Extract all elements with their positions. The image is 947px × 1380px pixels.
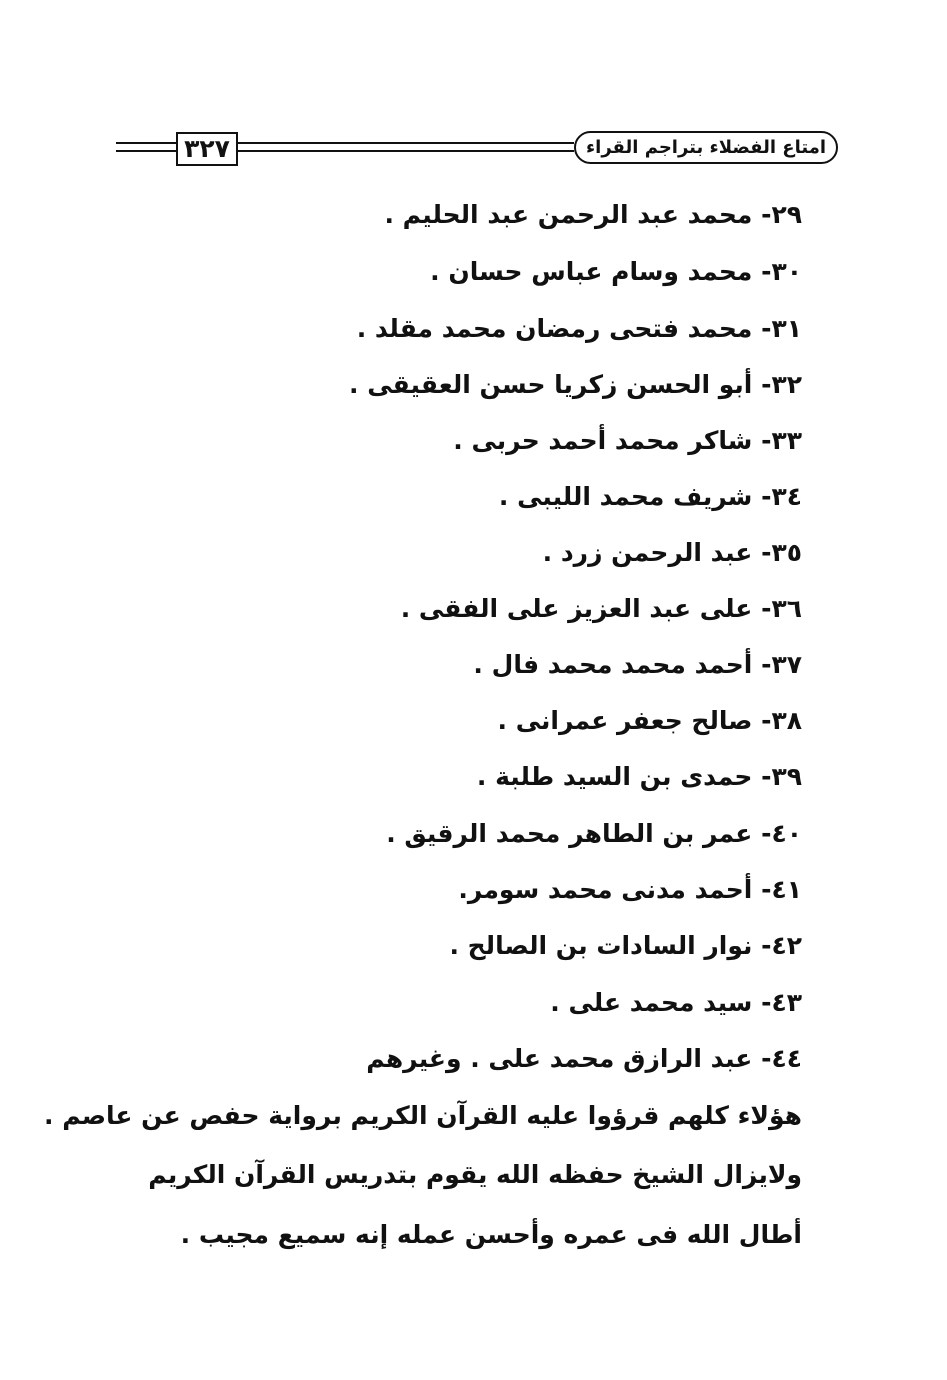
list-item: ٣٣- شاكر محمد أحمد حربى . [453, 421, 802, 461]
item-number: ٢٩ [771, 200, 802, 229]
item-number: ٣٣ [771, 426, 802, 455]
item-number: ٤١ [771, 875, 802, 904]
list-item: ٣١- محمد فتحى رمضان محمد مقلد . [357, 309, 802, 349]
list-item: ٣٨- صالح جعفر عمرانى . [498, 701, 803, 741]
page-number: ٣٢٧ [176, 132, 238, 166]
item-number: ٤٤ [771, 1044, 802, 1073]
list-item: ٣٥- عبد الرحمن زرد . [543, 533, 802, 573]
item-text: عبد الرازق محمد على . وغيرهم [366, 1044, 753, 1073]
item-text: أحمد مدنى محمد سومر. [458, 875, 753, 904]
list-item: ٤٤- عبد الرازق محمد على . وغيرهم [366, 1039, 802, 1079]
list-item: ٤١- أحمد مدنى محمد سومر. [458, 870, 802, 910]
list-item: ٤٣- سيد محمد على . [550, 983, 802, 1023]
list-item: ٣٠- محمد وسام عباس حسان . [430, 252, 802, 292]
item-number: ٤٣ [771, 988, 802, 1017]
item-text: أبو الحسن زكريا حسن العقيقى . [349, 370, 753, 399]
item-number: ٣٠ [771, 257, 802, 286]
item-text: حمدى بن السيد طلبة . [476, 762, 753, 791]
book-title: امتاع الفضلاء بتراجم القراء [574, 131, 838, 164]
closing-line: هؤلاء كلهم قرؤوا عليه القرآن الكريم برواية حفص عن عاصم . [44, 1101, 802, 1130]
list-item: ٤٠- عمر بن الطاهر محمد الرقيق . [386, 814, 802, 854]
item-text: محمد وسام عباس حسان . [430, 257, 753, 286]
item-number: ٣٥ [771, 538, 802, 567]
item-text: نوار السادات بن الصالح . [449, 931, 753, 960]
item-number: ٣٢ [771, 370, 802, 399]
item-text: صالح جعفر عمرانى . [497, 706, 753, 735]
list-item: ٣٩- حمدى بن السيد طلبة . [477, 757, 802, 797]
item-number: ٣٤ [771, 482, 802, 511]
item-number: ٣٨ [771, 706, 802, 735]
item-text: محمد فتحى رمضان محمد مقلد . [356, 314, 753, 343]
item-number: ٤٠ [771, 819, 802, 848]
item-text: شريف محمد الليبى . [498, 482, 753, 511]
item-number: ٣٦ [771, 594, 802, 623]
item-text: أحمد محمد محمد فال . [473, 650, 753, 679]
item-number: ٣٩ [771, 762, 802, 791]
list-item: ٣٤- شريف محمد الليبى . [499, 477, 802, 517]
item-number: ٣١ [771, 314, 802, 343]
item-text: محمد عبد الرحمن عبد الحليم . [384, 200, 753, 229]
closing-line: أطال الله فى عمره وأحسن عمله إنه سميع مجيب . [180, 1220, 802, 1249]
item-text: عمر بن الطاهر محمد الرقيق . [386, 819, 753, 848]
list-item: ٣٢- أبو الحسن زكريا حسن العقيقى . [349, 365, 802, 405]
list-item: ٢٩- محمد عبد الرحمن عبد الحليم . [384, 195, 802, 235]
closing-line: ولايزال الشيخ حفظه الله يقوم بتدريس القرآن الكريم [148, 1160, 802, 1189]
item-text: سيد محمد على . [550, 988, 753, 1017]
item-text: على عبد العزيز على الفقى . [400, 594, 753, 623]
item-text: عبد الرحمن زرد . [542, 538, 753, 567]
item-number: ٤٢ [771, 931, 802, 960]
item-number: ٣٧ [771, 650, 802, 679]
list-item: ٣٦- على عبد العزيز على الفقى . [401, 589, 802, 629]
list-item: ٣٧- أحمد محمد محمد فال . [473, 645, 802, 685]
item-text: شاكر محمد أحمد حربى . [453, 426, 753, 455]
list-item: ٤٢- نوار السادات بن الصالح . [449, 926, 802, 966]
